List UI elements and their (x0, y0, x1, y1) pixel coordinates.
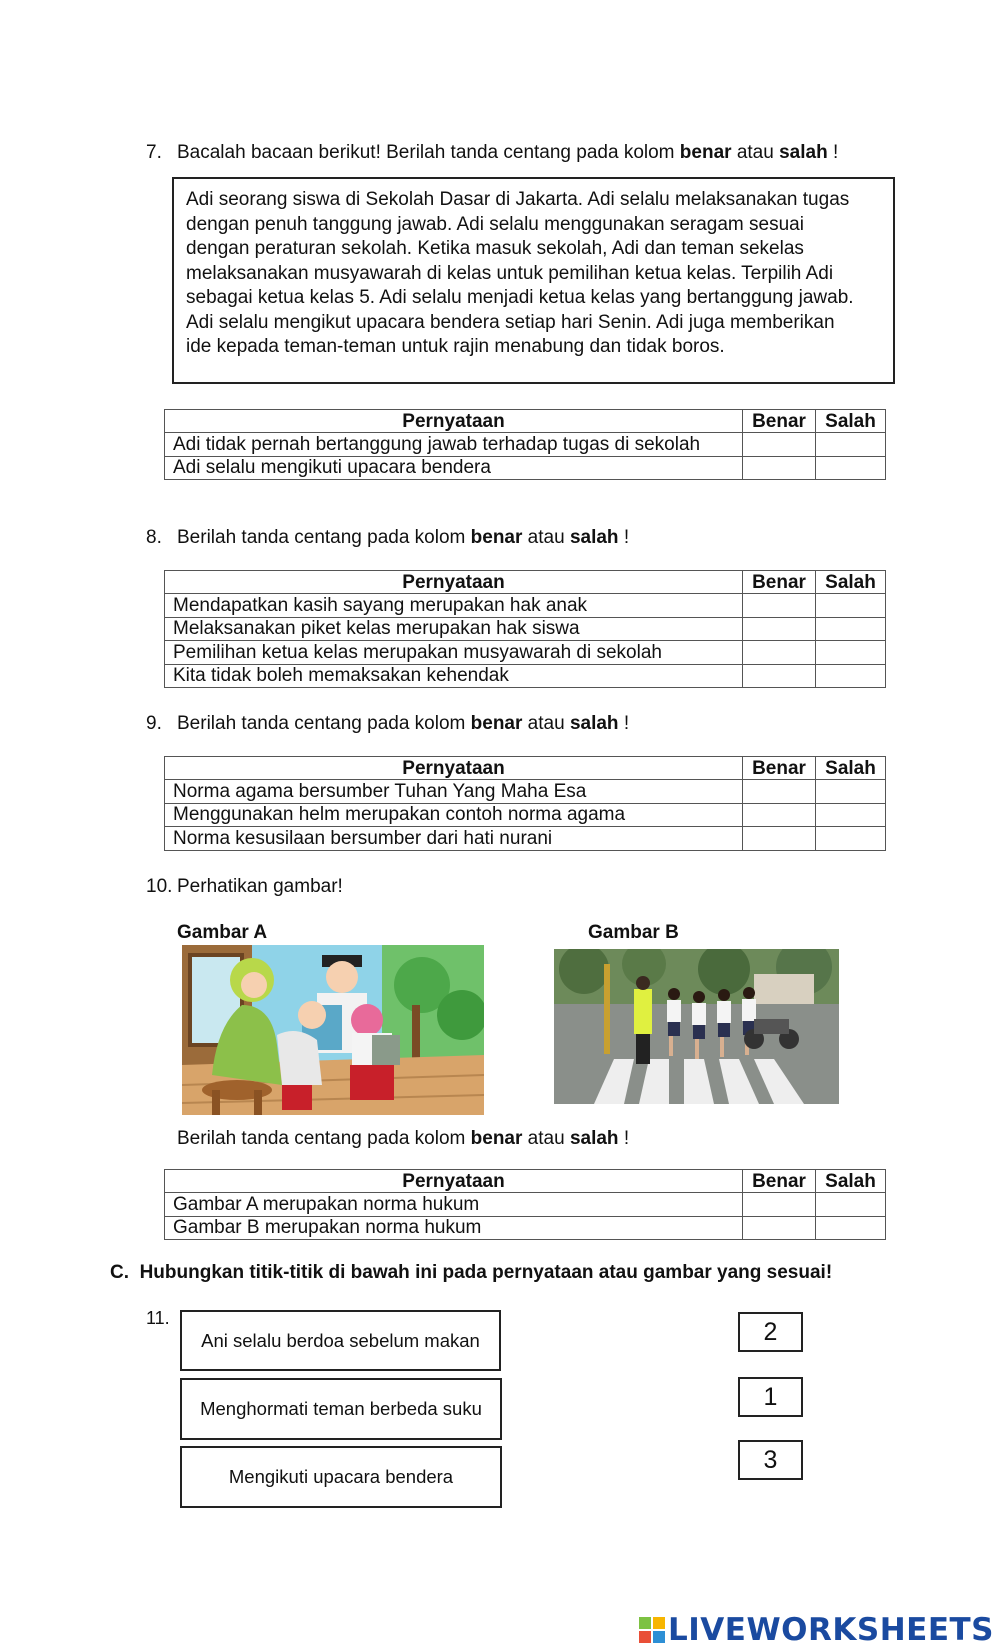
gambar-a-image (182, 945, 484, 1115)
statement-cell: Menggunakan helm merupakan contoh norma agama (165, 803, 743, 826)
statement-cell: Adi selalu mengikuti upacara bendera (165, 456, 743, 479)
q8-instruction: Berilah tanda centang pada kolom benar atau salah ! (177, 527, 630, 548)
salah-checkbox-cell[interactable] (816, 664, 886, 687)
salah-checkbox-cell[interactable] (816, 433, 886, 456)
q9-instruction: Berilah tanda centang pada kolom benar atau salah ! (177, 713, 630, 734)
benar-checkbox-cell[interactable] (743, 433, 816, 456)
match-statement-1[interactable]: Ani selalu berdoa sebelum makan (180, 1310, 501, 1371)
table-header-row (165, 571, 886, 594)
passage-line: dengan peraturan sekolah. Ketika masuk sekolah, Adi dan teman sekelas (186, 238, 804, 259)
q8-table (164, 570, 886, 688)
logo-icon (639, 1617, 665, 1643)
q7-number: 7. (146, 142, 162, 163)
table-row (165, 594, 886, 617)
q10-instruction: Perhatikan gambar! (177, 876, 343, 897)
statement-cell: Melaksanakan piket kelas merupakan hak siswa (165, 617, 743, 640)
logo-text: LIVEWORKSHEETS (668, 1612, 994, 1647)
header-benar: Benar (743, 571, 816, 594)
passage-line: Adi seorang siswa di Sekolah Dasar di Jakarta. Adi selalu melaksanakan tugas (186, 189, 850, 210)
table-row (165, 1216, 886, 1239)
table-row (165, 617, 886, 640)
benar-checkbox-cell[interactable] (743, 1193, 816, 1216)
header-benar: Benar (743, 757, 816, 780)
table-header-row (165, 410, 886, 433)
benar-checkbox-cell[interactable] (743, 594, 816, 617)
statement-cell: Norma kesusilaan bersumber dari hati nurani (165, 827, 743, 850)
table-row (165, 641, 886, 664)
match-number-3[interactable]: 3 (738, 1440, 803, 1480)
table-header-row (165, 1170, 886, 1193)
table-row (165, 803, 886, 826)
benar-checkbox-cell[interactable] (743, 456, 816, 479)
salah-checkbox-cell[interactable] (816, 1193, 886, 1216)
match-statement-2[interactable]: Menghormati teman berbeda suku (180, 1378, 502, 1440)
header-pernyataan: Pernyataan (165, 1170, 743, 1193)
passage-line: dengan penuh tanggung jawab. Adi selalu menggunakan seragam sesuai (186, 213, 804, 235)
header-benar: Benar (743, 1170, 816, 1193)
q9-table (164, 756, 886, 851)
header-salah: Salah (816, 571, 886, 594)
q7-passage (172, 177, 895, 384)
salah-checkbox-cell[interactable] (816, 641, 886, 664)
gambar-a-label: Gambar A (177, 922, 268, 943)
salah-checkbox-cell[interactable] (816, 780, 886, 803)
statement-cell: Mendapatkan kasih sayang merupakan hak anak (165, 594, 743, 617)
table-row (165, 827, 886, 850)
salah-checkbox-cell[interactable] (816, 617, 886, 640)
zebra-crossing-photo (554, 949, 839, 1104)
header-salah: Salah (816, 1170, 886, 1193)
gambar-b-label: Gambar B (588, 922, 679, 943)
benar-checkbox-cell[interactable] (743, 641, 816, 664)
benar-checkbox-cell[interactable] (743, 617, 816, 640)
passage-line: ide kepada teman-teman untuk rajin menabung dan tidak boros. (186, 336, 725, 357)
q7-instruction: Bacalah bacaan berikut! Berilah tanda centang pada kolom benar atau salah ! (177, 142, 839, 163)
table-row (165, 456, 886, 479)
statement-cell: Pemilihan ketua kelas merupakan musyawarah di sekolah (165, 641, 743, 664)
salah-checkbox-cell[interactable] (816, 594, 886, 617)
q10-table (164, 1169, 886, 1240)
benar-checkbox-cell[interactable] (743, 827, 816, 850)
header-salah: Salah (816, 757, 886, 780)
match-statement-3[interactable]: Mengikuti upacara bendera (180, 1446, 502, 1508)
q11-number: 11. (146, 1308, 170, 1328)
benar-checkbox-cell[interactable] (743, 664, 816, 687)
q7-table (164, 409, 886, 480)
header-salah: Salah (816, 410, 886, 433)
section-c-heading (110, 1262, 832, 1284)
statement-cell: Kita tidak boleh memaksakan kehendak (165, 664, 743, 687)
statement-cell: Gambar A merupakan norma hukum (165, 1193, 743, 1216)
q10-sub-instruction: Berilah tanda centang pada kolom benar atau salah ! (177, 1128, 630, 1149)
salah-checkbox-cell[interactable] (816, 456, 886, 479)
header-pernyataan: Pernyataan (165, 571, 743, 594)
passage-line: melaksanakan musyawarah di kelas untuk pemilihan ketua kelas. Terpilih Adi (186, 262, 834, 284)
q9-number: 9. (146, 713, 162, 734)
header-pernyataan: Pernyataan (165, 757, 743, 780)
passage-line: Adi selalu mengikut upacara bendera setiap hari Senin. Adi juga memberikan (186, 311, 835, 333)
q10-number: 10. (146, 876, 173, 897)
match-number-2[interactable]: 1 (738, 1377, 803, 1417)
family-illustration (182, 945, 484, 1115)
salah-checkbox-cell[interactable] (816, 1216, 886, 1239)
benar-checkbox-cell[interactable] (743, 1216, 816, 1239)
statement-cell: Gambar B merupakan norma hukum (165, 1216, 743, 1239)
section-letter: C. (110, 1262, 129, 1283)
table-header-row (165, 757, 886, 780)
statement-cell: Norma agama bersumber Tuhan Yang Maha Esa (165, 780, 743, 803)
gambar-b-image (554, 949, 839, 1104)
match-number-1[interactable]: 2 (738, 1312, 803, 1352)
salah-checkbox-cell[interactable] (816, 803, 886, 826)
table-row (165, 433, 886, 456)
salah-checkbox-cell[interactable] (816, 827, 886, 850)
benar-checkbox-cell[interactable] (743, 803, 816, 826)
header-benar: Benar (743, 410, 816, 433)
table-row (165, 780, 886, 803)
table-row (165, 664, 886, 687)
section-title: Hubungkan titik-titik di bawah ini pada pernyataan atau gambar yang sesuai! (139, 1262, 833, 1283)
q8-number: 8. (146, 527, 162, 548)
benar-checkbox-cell[interactable] (743, 780, 816, 803)
header-pernyataan: Pernyataan (165, 410, 743, 433)
statement-cell: Adi tidak pernah bertanggung jawab terhadap tugas di sekolah (165, 433, 743, 456)
table-row (165, 1193, 886, 1216)
passage-line: sebagai ketua kelas 5. Adi selalu menjadi ketua kelas yang bertanggung jawab. (186, 287, 854, 308)
liveworksheets-logo (639, 1612, 994, 1647)
